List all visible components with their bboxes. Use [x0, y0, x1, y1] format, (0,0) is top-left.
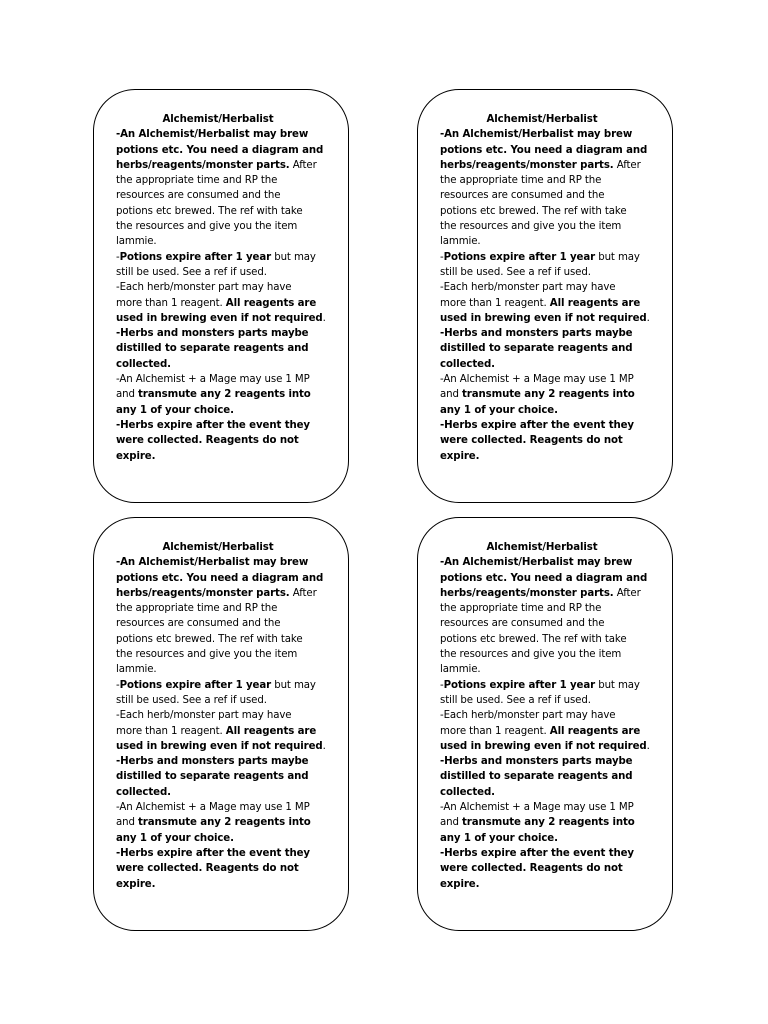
card-text-line	[116, 372, 340, 387]
text-segment: All reagents are	[225, 297, 317, 309]
card-text-line	[440, 877, 664, 892]
card-text-line	[116, 678, 340, 693]
text-segment: potions etc. You need a diagram and	[116, 144, 324, 156]
text-segment: lammie.	[116, 664, 157, 676]
text-segment: -	[116, 251, 120, 263]
card-content	[116, 540, 340, 892]
card-text-line	[440, 861, 664, 876]
text-segment: but may	[271, 251, 316, 263]
card-text-line	[440, 616, 664, 631]
text-segment: After	[613, 587, 641, 599]
card-text-line	[116, 555, 340, 570]
text-segment: but may	[595, 251, 640, 263]
text-segment: After	[289, 587, 317, 599]
text-segment: resources are consumed and the	[116, 618, 281, 630]
card-body	[440, 555, 664, 892]
text-segment: transmute any 2 reagents into	[462, 389, 635, 401]
card-text-line	[440, 280, 664, 295]
card-body	[116, 555, 340, 892]
text-segment: lammie.	[116, 236, 157, 248]
card-text-line	[116, 616, 340, 631]
text-segment: .	[322, 740, 326, 752]
text-segment: the resources and give you the item	[440, 221, 622, 233]
text-segment: potions etc brewed. The ref with take	[440, 205, 627, 217]
text-segment: used in brewing even if not required	[116, 740, 323, 752]
text-segment: collected.	[116, 358, 171, 370]
card-body	[440, 127, 664, 464]
text-segment: -An Alchemist + a Mage may use 1 MP	[440, 374, 634, 386]
text-segment: the resources and give you the item	[440, 649, 622, 661]
text-segment: -An Alchemist/Herbalist may brew	[116, 557, 309, 569]
card-text-line	[440, 372, 664, 387]
text-segment: still be used. See a ref if used.	[440, 266, 591, 278]
text-segment: -Herbs expire after the event they	[440, 847, 634, 859]
text-segment: resources are consumed and the	[440, 190, 605, 202]
text-segment: -An Alchemist + a Mage may use 1 MP	[440, 802, 634, 814]
card-text-line	[440, 754, 664, 769]
text-segment: -Herbs and monsters parts maybe	[440, 756, 633, 768]
card-top-right	[417, 89, 673, 503]
text-segment: expire.	[440, 450, 480, 462]
card-text-line	[116, 815, 340, 830]
text-segment: the appropriate time and RP the	[440, 603, 602, 615]
text-segment: .	[646, 740, 650, 752]
text-segment: still be used. See a ref if used.	[116, 694, 267, 706]
text-segment: herbs/reagents/monster parts.	[116, 587, 290, 599]
text-segment: any 1 of your choice.	[116, 832, 234, 844]
text-segment: expire.	[116, 878, 156, 890]
text-segment: but may	[271, 679, 316, 691]
text-segment: but may	[595, 679, 640, 691]
card-text-line	[440, 601, 664, 616]
text-segment: expire.	[440, 878, 480, 890]
text-segment: Potions expire after 1 year	[443, 251, 596, 263]
text-segment: any 1 of your choice.	[440, 404, 558, 416]
card-text-line	[440, 158, 664, 173]
text-segment: -Each herb/monster part may have	[116, 282, 292, 294]
card-text-line	[116, 188, 340, 203]
text-segment: the resources and give you the item	[116, 221, 298, 233]
card-text-line	[440, 234, 664, 249]
card-content	[116, 112, 340, 464]
text-segment: -An Alchemist/Herbalist may brew	[116, 129, 309, 141]
text-segment: potions etc. You need a diagram and	[440, 572, 648, 584]
text-segment: All reagents are	[549, 297, 641, 309]
text-segment: -An Alchemist + a Mage may use 1 MP	[116, 374, 310, 386]
card-text-line	[116, 831, 340, 846]
card-text-line	[440, 815, 664, 830]
card-text-line	[440, 311, 664, 326]
text-segment: and	[440, 389, 463, 401]
card-text-line	[116, 877, 340, 892]
text-segment: used in brewing even if not required	[440, 312, 647, 324]
text-segment: Potions expire after 1 year	[119, 251, 272, 263]
card-text-line	[440, 127, 664, 142]
card-title: Alchemist/Herbalist	[486, 542, 598, 553]
text-segment: resources are consumed and the	[440, 618, 605, 630]
card-text-line	[440, 785, 664, 800]
card-text-line	[116, 433, 340, 448]
text-segment: collected.	[440, 358, 495, 370]
card-title: Alchemist/Herbalist	[486, 114, 598, 125]
text-segment: -An Alchemist/Herbalist may brew	[440, 557, 633, 569]
card-text-line	[116, 341, 340, 356]
card-text-line	[440, 800, 664, 815]
text-segment: the appropriate time and RP the	[116, 175, 278, 187]
card-text-line	[440, 449, 664, 464]
card-text-line	[116, 769, 340, 784]
text-segment: collected.	[116, 786, 171, 798]
card-text-line	[440, 250, 664, 265]
text-segment: distilled to separate reagents and	[440, 771, 633, 783]
text-segment: the resources and give you the item	[116, 649, 298, 661]
card-text-line	[440, 739, 664, 754]
card-text-line	[116, 632, 340, 647]
card-text-line	[116, 662, 340, 677]
card-text-line	[440, 724, 664, 739]
text-segment: .	[322, 312, 326, 324]
card-text-line	[116, 739, 340, 754]
text-segment: and	[116, 817, 139, 829]
card-text-line	[116, 158, 340, 173]
card-text-line	[440, 846, 664, 861]
text-segment: -Herbs expire after the event they	[116, 847, 310, 859]
card-bottom-right	[417, 517, 673, 931]
card-text-line	[116, 234, 340, 249]
card-text-line	[116, 143, 340, 158]
text-segment: transmute any 2 reagents into	[462, 817, 635, 829]
text-segment: were collected. Reagents do not	[116, 435, 299, 447]
text-segment: potions etc brewed. The ref with take	[440, 633, 627, 645]
text-segment: -An Alchemist + a Mage may use 1 MP	[116, 802, 310, 814]
text-segment: still be used. See a ref if used.	[116, 266, 267, 278]
card-text-line	[440, 341, 664, 356]
card-text-line	[440, 143, 664, 158]
text-segment: potions etc. You need a diagram and	[116, 572, 324, 584]
text-segment: used in brewing even if not required	[440, 740, 647, 752]
text-segment: After	[613, 159, 641, 171]
text-segment: All reagents are	[225, 725, 317, 737]
card-text-line	[116, 296, 340, 311]
card-title: Alchemist/Herbalist	[162, 542, 274, 553]
card-body	[116, 127, 340, 464]
card-text-line	[116, 387, 340, 402]
card-text-line	[116, 846, 340, 861]
card-text-line	[116, 403, 340, 418]
card-text-line	[116, 265, 340, 280]
card-text-line	[440, 586, 664, 601]
text-segment: potions etc brewed. The ref with take	[116, 205, 303, 217]
text-segment: distilled to separate reagents and	[116, 343, 309, 355]
text-segment: -Herbs expire after the event they	[440, 419, 634, 431]
card-text-line	[440, 357, 664, 372]
text-segment: transmute any 2 reagents into	[138, 817, 311, 829]
card-text-line	[116, 418, 340, 433]
card-text-line	[440, 555, 664, 570]
card-text-line	[116, 800, 340, 815]
card-content	[440, 112, 664, 464]
card-title: Alchemist/Herbalist	[162, 114, 274, 125]
text-segment: were collected. Reagents do not	[116, 863, 299, 875]
card-text-line	[440, 831, 664, 846]
text-segment: expire.	[116, 450, 156, 462]
text-segment: -Each herb/monster part may have	[440, 282, 616, 294]
card-text-line	[440, 693, 664, 708]
text-segment: herbs/reagents/monster parts.	[440, 587, 614, 599]
card-text-line	[116, 861, 340, 876]
card-text-line	[440, 326, 664, 341]
text-segment: and	[440, 817, 463, 829]
text-segment: lammie.	[440, 236, 481, 248]
card-text-line	[116, 311, 340, 326]
card-text-line	[440, 219, 664, 234]
card-text-line	[440, 433, 664, 448]
text-segment: transmute any 2 reagents into	[138, 389, 311, 401]
card-text-line	[116, 219, 340, 234]
text-segment: -	[440, 251, 444, 263]
card-text-line	[116, 647, 340, 662]
text-segment: After	[289, 159, 317, 171]
card-text-line	[440, 296, 664, 311]
text-segment: more than 1 reagent.	[440, 297, 550, 309]
text-segment: distilled to separate reagents and	[116, 771, 309, 783]
text-segment: -Each herb/monster part may have	[116, 710, 292, 722]
text-segment: Potions expire after 1 year	[119, 679, 272, 691]
card-text-line	[116, 173, 340, 188]
text-segment: more than 1 reagent.	[440, 725, 550, 737]
text-segment: -Each herb/monster part may have	[440, 710, 616, 722]
card-text-line	[440, 265, 664, 280]
text-segment: -	[116, 679, 120, 691]
card-text-line	[116, 708, 340, 723]
text-segment: herbs/reagents/monster parts.	[116, 159, 290, 171]
text-segment: used in brewing even if not required	[116, 312, 323, 324]
text-segment: Potions expire after 1 year	[443, 679, 596, 691]
card-top-left	[93, 89, 349, 503]
card-text-line	[116, 586, 340, 601]
card-bottom-left	[93, 517, 349, 931]
card-text-line	[440, 204, 664, 219]
text-segment: collected.	[440, 786, 495, 798]
text-segment: the appropriate time and RP the	[116, 603, 278, 615]
card-text-line	[116, 724, 340, 739]
text-segment: herbs/reagents/monster parts.	[440, 159, 614, 171]
card-text-line	[116, 785, 340, 800]
text-segment: any 1 of your choice.	[116, 404, 234, 416]
text-segment: -Herbs and monsters parts maybe	[116, 756, 309, 768]
text-segment: -Herbs and monsters parts maybe	[116, 328, 309, 340]
card-text-line	[440, 387, 664, 402]
text-segment: -Herbs expire after the event they	[116, 419, 310, 431]
card-text-line	[440, 708, 664, 723]
card-text-line	[440, 188, 664, 203]
text-segment: -Herbs and monsters parts maybe	[440, 328, 633, 340]
card-text-line	[116, 357, 340, 372]
card-text-line	[440, 632, 664, 647]
card-text-line	[440, 678, 664, 693]
card-text-line	[440, 418, 664, 433]
text-segment: lammie.	[440, 664, 481, 676]
text-segment: .	[646, 312, 650, 324]
text-segment: All reagents are	[549, 725, 641, 737]
text-segment: still be used. See a ref if used.	[440, 694, 591, 706]
card-text-line	[116, 204, 340, 219]
card-text-line	[116, 571, 340, 586]
text-segment: were collected. Reagents do not	[440, 435, 623, 447]
text-segment: any 1 of your choice.	[440, 832, 558, 844]
card-text-line	[116, 326, 340, 341]
card-text-line	[116, 693, 340, 708]
card-text-line	[116, 601, 340, 616]
text-segment: the appropriate time and RP the	[440, 175, 602, 187]
card-text-line	[440, 173, 664, 188]
card-text-line	[116, 754, 340, 769]
card-text-line	[116, 250, 340, 265]
card-content	[440, 540, 664, 892]
text-segment: -	[440, 679, 444, 691]
text-segment: and	[116, 389, 139, 401]
text-segment: more than 1 reagent.	[116, 725, 226, 737]
text-segment: potions etc brewed. The ref with take	[116, 633, 303, 645]
card-text-line	[440, 662, 664, 677]
card-text-line	[116, 280, 340, 295]
text-segment: -An Alchemist/Herbalist may brew	[440, 129, 633, 141]
card-text-line	[116, 449, 340, 464]
card-text-line	[440, 571, 664, 586]
card-text-line	[440, 647, 664, 662]
text-segment: were collected. Reagents do not	[440, 863, 623, 875]
text-segment: distilled to separate reagents and	[440, 343, 633, 355]
text-segment: resources are consumed and the	[116, 190, 281, 202]
card-text-line	[440, 769, 664, 784]
card-text-line	[116, 127, 340, 142]
text-segment: more than 1 reagent.	[116, 297, 226, 309]
card-text-line	[440, 403, 664, 418]
text-segment: potions etc. You need a diagram and	[440, 144, 648, 156]
